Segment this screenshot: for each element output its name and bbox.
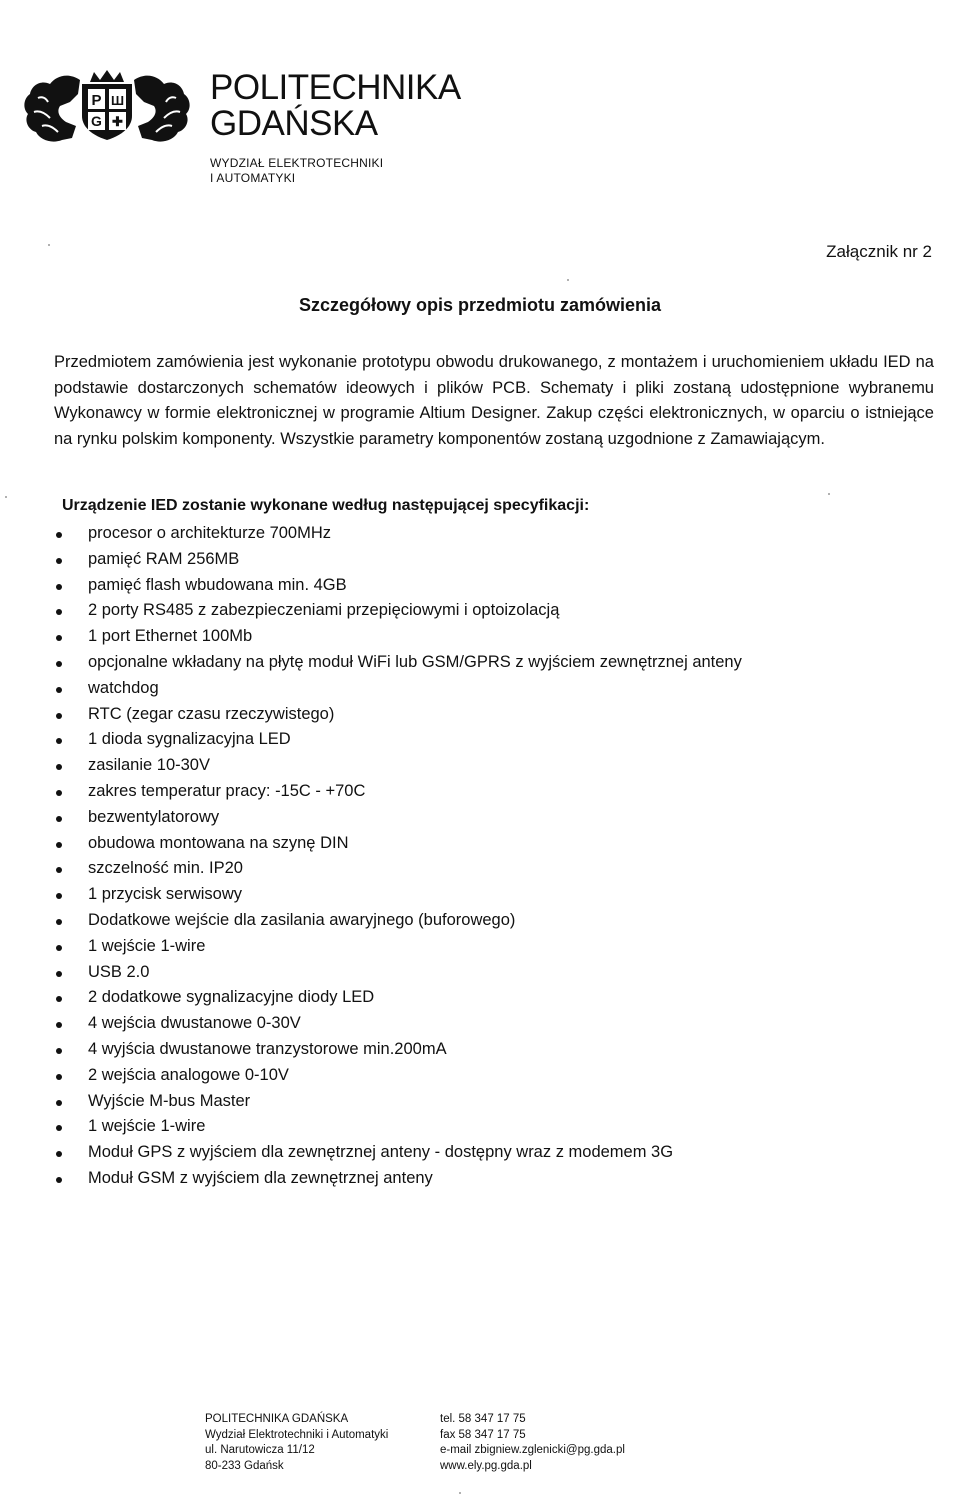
document-title: Szczegółowy opis przedmiotu zamówienia: [298, 295, 662, 315]
spec-item: 1 dioda sygnalizacyjna LED: [52, 727, 742, 753]
spec-list: [52, 521, 742, 1192]
scan-speck: [567, 279, 569, 281]
scan-speck: [5, 496, 7, 498]
spec-item: Wyjście M-bus Master: [52, 1089, 742, 1115]
faculty-name: [210, 156, 461, 186]
spec-item: pamięć flash wbudowana min. 4GB: [52, 573, 742, 599]
footer-email[interactable]: e-mail zbigniew.zglenicki@pg.gda.pl: [440, 1444, 625, 1456]
spec-item: obudowa montowana na szynę DIN: [52, 831, 742, 857]
spec-item: RTC (zegar czasu rzeczywistego): [52, 702, 742, 728]
scan-speck: [48, 244, 50, 246]
spec-item: Dodatkowe wejście dla zasilania awaryjnego (buforowego): [52, 908, 742, 934]
faculty-line1: WYDZIAŁ ELEKTROTECHNIKI: [210, 156, 384, 170]
spec-item: 4 wyjścia dwustanowe tranzystorowe min.200mA: [52, 1037, 742, 1063]
spec-item: 1 wejście 1-wire: [52, 934, 742, 960]
spec-item: zasilanie 10-30V: [52, 753, 742, 779]
spec-item: 2 dodatkowe sygnalizacyjne diody LED: [52, 985, 742, 1011]
logo-letter-cross: ✚: [112, 114, 123, 129]
logo-letter-p: P: [91, 92, 102, 109]
footer-website[interactable]: www.ely.pg.gda.pl: [440, 1459, 532, 1472]
footer-contact: [440, 1412, 625, 1474]
scan-speck: [828, 493, 830, 495]
brand-block: [210, 70, 461, 186]
spec-item: USB 2.0: [52, 960, 742, 986]
logo-letter-g: G: [91, 113, 102, 129]
spec-item: 1 wejście 1-wire: [52, 1114, 742, 1140]
faculty-line2: I AUTOMATYKI: [210, 171, 296, 185]
spec-item: zakres temperatur pracy: -15C - +70C: [52, 779, 742, 805]
spec-item: 2 porty RS485 z zabezpieczeniami przepięciowymi i optoizolacją: [52, 598, 742, 624]
footer-address-line2: Wydział Elektrotechniki i Automatyki: [205, 1428, 389, 1441]
spec-item: 1 port Ethernet 100Mb: [52, 624, 742, 650]
footer-fax: fax 58 347 17 75: [440, 1428, 526, 1441]
university-name-line1: POLITECHNIKA: [210, 68, 461, 107]
footer-phone: tel. 58 347 17 75: [440, 1413, 526, 1425]
spec-item: pamięć RAM 256MB: [52, 547, 742, 573]
spec-item: bezwentylatorowy: [52, 805, 742, 831]
annex-label: Załącznik nr 2: [826, 242, 932, 261]
intro-paragraph: Przedmiotem zamówienia jest wykonanie prototypu obwodu drukowanego, z montażem i uruchomieniem układu IED na podstawie dostarczonych schematów ideowych i plików PCB. Schematy i pliki zostaną udostępnione wybranemu Wykonawcy w formie elektronicznej w programie Altium Designer. Zakup części elektronicznych, w oparciu o istniejące na rynku polskim komponenty. Wszystkie parametry komponentów zostaną uzgodnione z Zamawiającym.: [54, 353, 934, 448]
spec-item: Moduł GSM z wyjściem dla zewnętrznej anteny: [52, 1166, 742, 1192]
logo-letter-tower: Ш: [110, 93, 125, 108]
university-logo: [20, 68, 194, 148]
footer-address-line3: ul. Narutowicza 11/12: [205, 1444, 315, 1456]
spec-item: procesor o architekturze 700MHz: [52, 521, 742, 547]
spec-item: 4 wejścia dwustanowe 0-30V: [52, 1011, 742, 1037]
spec-item: szczelność min. IP20: [52, 856, 742, 882]
spec-item: opcjonalne wkładany na płytę moduł WiFi lub GSM/GPRS z wyjściem zewnętrznej anteny: [52, 650, 742, 676]
footer-address: [205, 1412, 388, 1474]
spec-item: 1 przycisk serwisowy: [52, 882, 742, 908]
scan-speck: [459, 1492, 461, 1494]
university-name-line2: GDAŃSKA: [210, 104, 378, 143]
spec-item: Moduł GPS z wyjściem dla zewnętrznej anteny - dostępny wraz z modemem 3G: [52, 1140, 742, 1166]
spec-heading: Urządzenie IED zostanie wykonane według następującej specyfikacji:: [62, 497, 590, 514]
footer-address-line1: POLITECHNIKA GDAŃSKA: [205, 1413, 349, 1425]
lion-emblem-icon: [20, 68, 194, 148]
spec-item: watchdog: [52, 676, 742, 702]
spec-item: 2 wejścia analogowe 0-10V: [52, 1063, 742, 1089]
footer-address-line4: 80-233 Gdańsk: [205, 1459, 284, 1472]
